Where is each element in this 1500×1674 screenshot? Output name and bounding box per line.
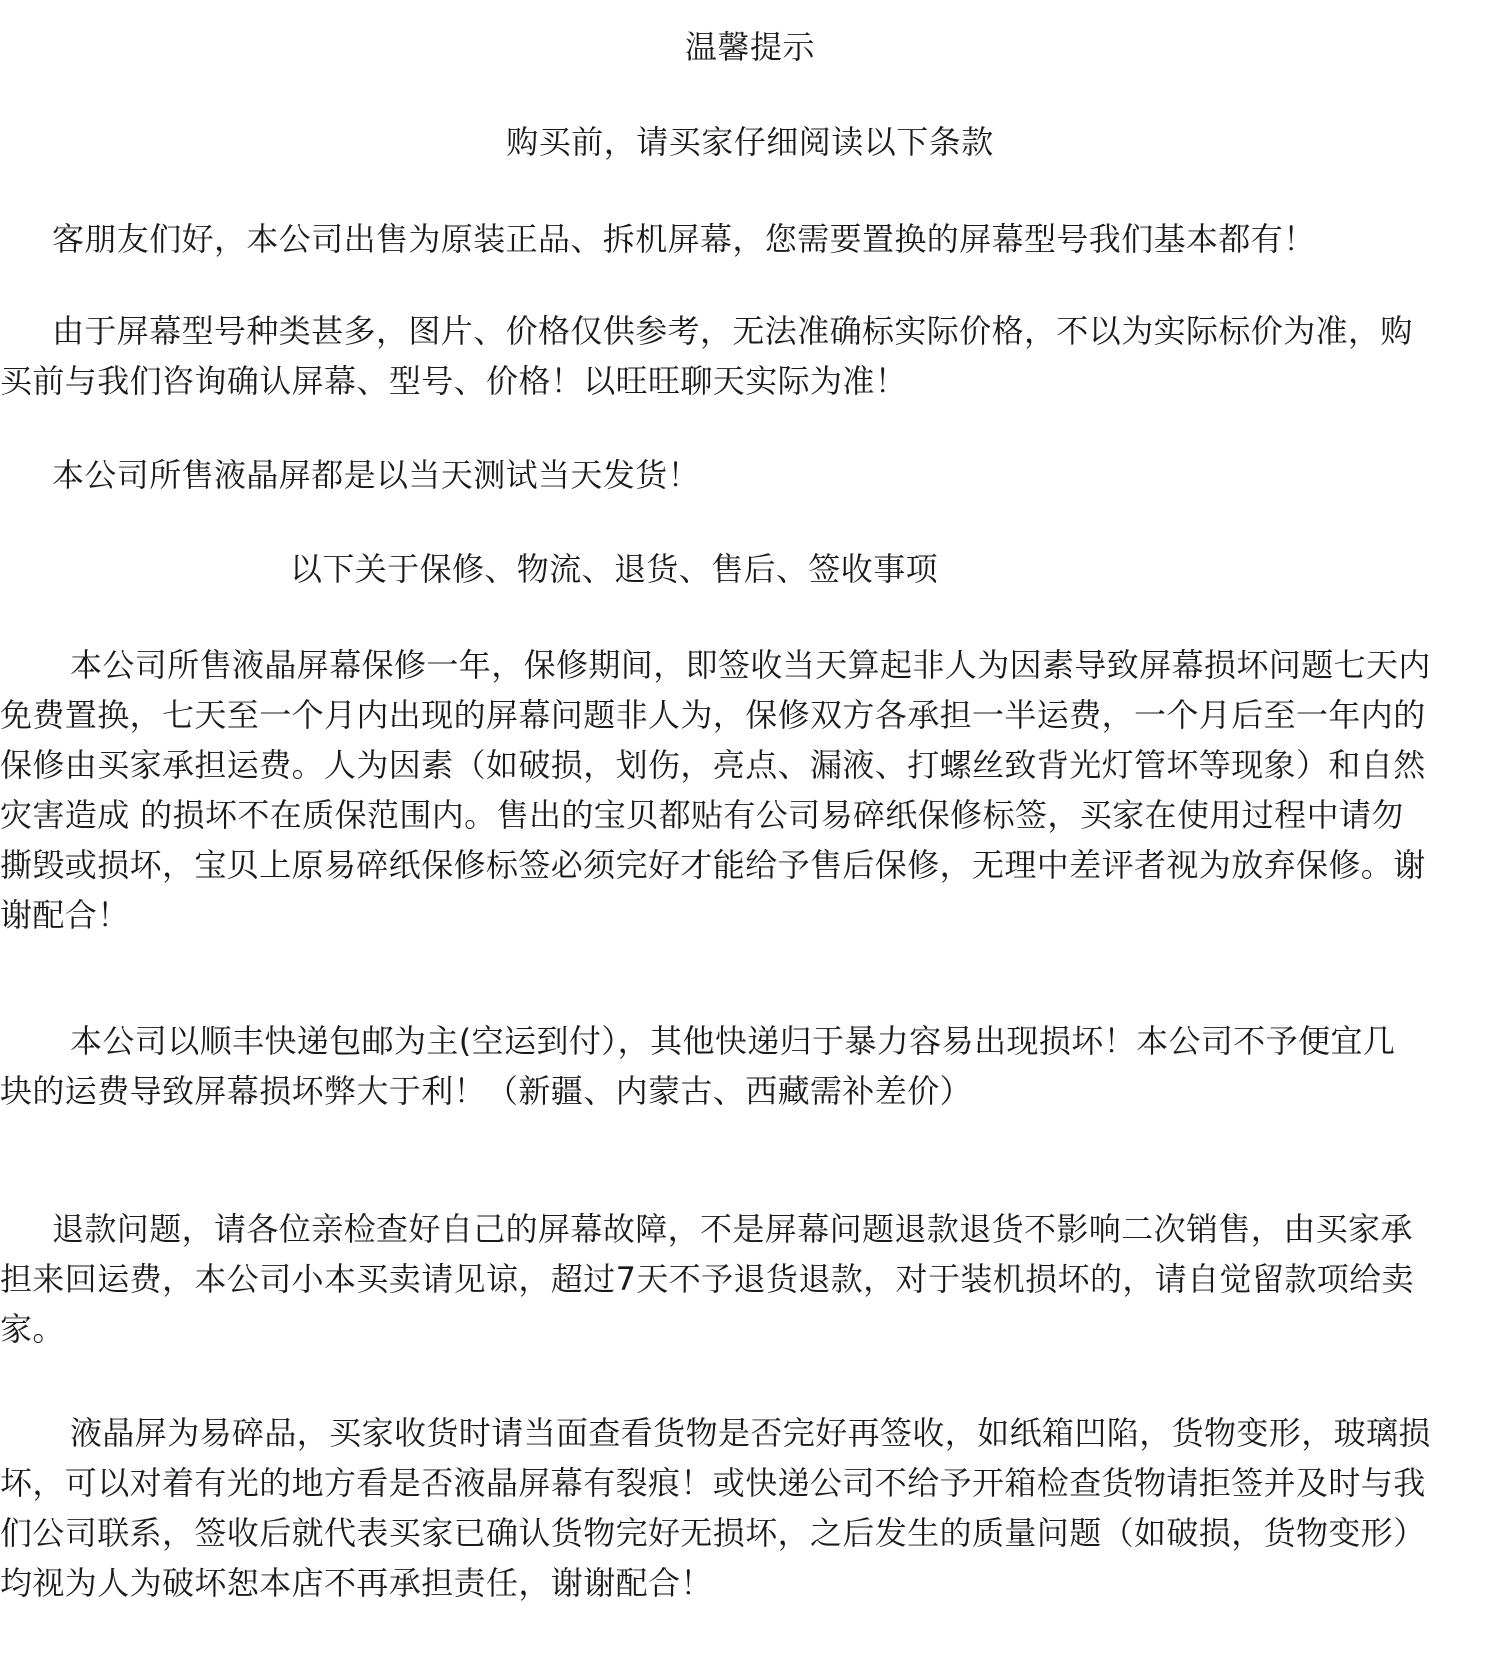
logistics-paragraph bbox=[0, 1016, 1500, 1116]
warranty-line: 撕毁或损坏，宝贝上原易碎纸保修标签必须完好才能给予售后保修，无理中差评者视为放弃保修。谢 bbox=[0, 846, 1426, 884]
warranty-line: 灾害造成 的损坏不在质保范围内。售出的宝贝都贴有公司易碎纸保修标签，买家在使用过程中请勿 bbox=[0, 796, 1404, 834]
section-heading bbox=[0, 544, 1500, 594]
receipt-line: 液晶屏为易碎品，买家收货时请当面查看货物是否完好再签收，如纸箱凹陷，货物变形，玻璃损 bbox=[70, 1414, 1431, 1452]
intro-paragraph bbox=[0, 214, 1500, 264]
refund-paragraph bbox=[0, 1204, 1500, 1354]
pricing-line: 买前与我们咨询确认屏幕、型号、价格！以旺旺聊天实际为准！ bbox=[0, 362, 908, 400]
logistics-line: 块的运费导致屏幕损坏弊大于利！（新疆、内蒙古、西藏需补差价） bbox=[0, 1072, 973, 1110]
receipt-line: 均视为人为破坏恕本店不再承担责任，谢谢配合！ bbox=[0, 1564, 713, 1602]
section-heading-text: 以下关于保修、物流、退货、售后、签收事项 bbox=[290, 550, 939, 588]
notice-subtitle: 购买前，请买家仔细阅读以下条款 bbox=[506, 123, 994, 161]
receipt-line: 坏，可以对着有光的地方看是否液晶屏幕有裂痕！或快递公司不给予开箱检查货物请拒签并及时与我 bbox=[0, 1464, 1426, 1502]
warranty-line: 保修由买家承担运费。人为因素（如破损，划伤，亮点、漏液、打螺丝致背光灯管坏等现象）和自然 bbox=[0, 746, 1426, 784]
pricing-paragraph bbox=[0, 306, 1500, 406]
logistics-line: 本公司以顺丰快递包邮为主(空运到付），其他快递归于暴力容易出现损坏！本公司不予便宜几 bbox=[70, 1022, 1396, 1060]
warranty-line: 本公司所售液晶屏幕保修一年，保修期间，即签收当天算起非人为因素导致屏幕损坏问题七天内 bbox=[70, 646, 1431, 684]
notice-title: 温馨提示 bbox=[684, 28, 815, 66]
intro-line: 客朋友们好，本公司出售为原装正品、拆机屏幕，您需要置换的屏幕型号我们基本都有！ bbox=[52, 220, 1316, 258]
refund-line: 家。 bbox=[0, 1310, 65, 1348]
warranty-paragraph bbox=[0, 640, 1500, 940]
shipping-line: 本公司所售液晶屏都是以当天测试当天发货！ bbox=[52, 456, 701, 494]
refund-line: 担来回运费，本公司小本买卖请见谅，超过7天不予退货退款，对于装机损坏的，请自觉留款项给卖 bbox=[0, 1260, 1414, 1298]
receipt-line: 们公司联系，签收后就代表买家已确认货物完好无损坏，之后发生的质量问题（如破损，货物变形） bbox=[0, 1514, 1426, 1552]
refund-line: 退款问题，请各位亲检查好自己的屏幕故障，不是屏幕问题退款退货不影响二次销售，由买家承 bbox=[52, 1210, 1413, 1248]
warranty-line: 谢配合！ bbox=[0, 896, 130, 934]
receipt-paragraph bbox=[0, 1408, 1500, 1608]
pricing-line: 由于屏幕型号种类甚多，图片、价格仅供参考，无法准确标实际价格，不以为实际标价为准，购 bbox=[52, 312, 1413, 350]
warranty-line: 免费置换，七天至一个月内出现的屏幕问题非人为，保修双方各承担一半运费，一个月后至一年内的 bbox=[0, 696, 1426, 734]
shipping-paragraph bbox=[0, 450, 1500, 500]
